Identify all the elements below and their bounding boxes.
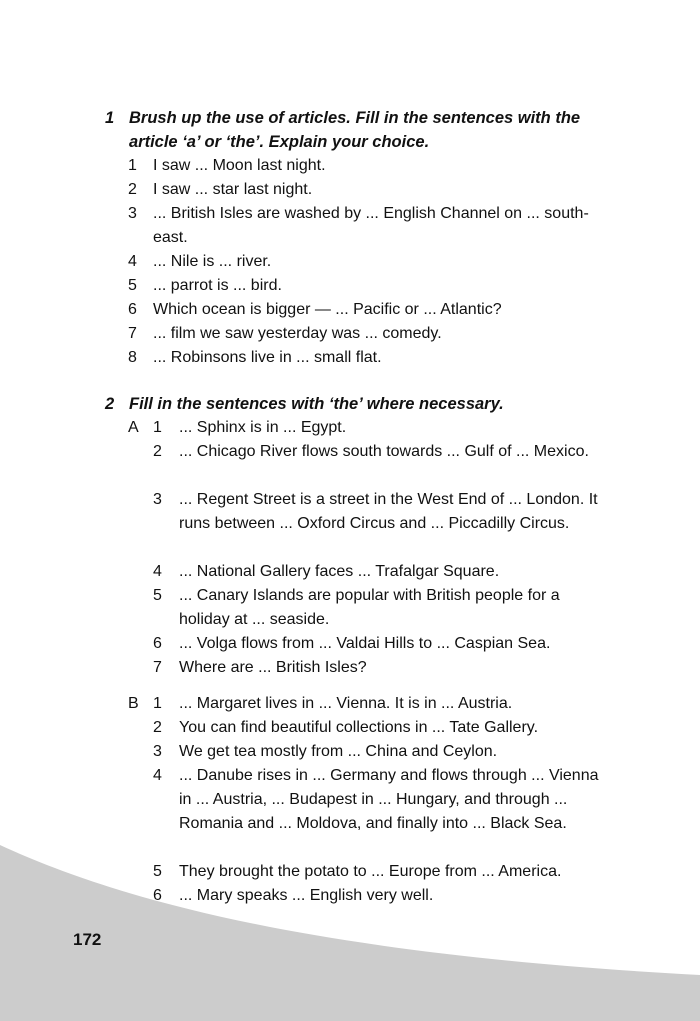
item-text: ... Chicago River flows south towards ... Gulf of ... Mexico. [179, 443, 589, 460]
item-number: 3 [128, 205, 137, 222]
item-number: 7 [153, 659, 162, 676]
section-a-item [153, 440, 613, 464]
exercise-1-instruction: Brush up the use of articles. Fill in the sentences with the article ‘a’ or ‘the’. Explain your choice. [129, 109, 581, 151]
item-text: Which ocean is bigger — ... Pacific or ... Atlantic? [153, 301, 502, 318]
item-text: I saw ... star last night. [153, 181, 313, 198]
item-number: 4 [153, 767, 162, 784]
exercise-2-heading [105, 392, 605, 416]
item-text: ... Margaret lives in ... Vienna. It is in ... Austria. [179, 695, 513, 712]
item-text: ... Nile is ... river. [153, 253, 272, 270]
item-text: You can find beautiful collections in ... Tate Gallery. [179, 719, 539, 736]
item-number: 3 [153, 743, 162, 760]
item-text: ... Robinsons live in ... small flat. [153, 349, 382, 366]
item-text: ... Volga flows from ... Valdai Hills to ... Caspian Sea. [179, 635, 551, 652]
item-number: 6 [153, 887, 162, 904]
section-b-item [153, 716, 613, 740]
exercise-1-heading [105, 106, 605, 154]
section-a-item [153, 488, 613, 536]
item-number: 2 [153, 443, 162, 460]
exercise-2-instruction: Fill in the sentences with ‘the’ where necessary. [129, 395, 504, 413]
item-number: 1 [153, 695, 162, 712]
item-text: Where are ... British Isles? [179, 659, 367, 676]
exercise-1-item [128, 346, 598, 370]
item-text: ... Canary Islands are popular with British people for a holiday at ... seaside. [179, 587, 560, 628]
exercise-1-item [128, 154, 598, 178]
item-text: ... Regent Street is a street in the West End of ... London. It runs between ... Oxford Circus and ... Piccadilly Circus. [179, 491, 598, 532]
exercise-1-item [128, 178, 598, 202]
item-text: ... parrot is ... bird. [153, 277, 282, 294]
exercise-2-number: 2 [105, 395, 115, 413]
item-number: 1 [153, 419, 162, 436]
section-a-item [153, 584, 613, 632]
item-number: 2 [153, 719, 162, 736]
section-b-item [153, 740, 613, 764]
exercise-1-item [128, 322, 598, 346]
item-text: ... Danube rises in ... Germany and flows through ... Vienna in ... Austria, ... Budapest in ... Hungary, and through ... Romania and ... Moldova, and finally into ... Black Sea. [179, 767, 599, 832]
item-text: I saw ... Moon last night. [153, 157, 326, 174]
section-b-letter: B [128, 695, 139, 712]
item-text: We get tea mostly from ... China and Ceylon. [179, 743, 498, 760]
item-number: 2 [128, 181, 137, 198]
item-number: 5 [153, 587, 162, 604]
section-a-item [153, 560, 613, 584]
section-b-item [153, 764, 613, 836]
exercise-1-number: 1 [105, 109, 115, 127]
item-number: 4 [153, 563, 162, 580]
section-b-item [153, 860, 613, 884]
item-number: 6 [128, 301, 137, 318]
item-text: ... film we saw yesterday was ... comedy. [153, 325, 442, 342]
section-b-item [153, 692, 613, 716]
item-number: 7 [128, 325, 137, 342]
item-number: 5 [128, 277, 137, 294]
section-a-item [153, 632, 613, 656]
item-text: ... Sphinx is in ... Egypt. [179, 419, 347, 436]
item-text: They brought the potato to ... Europe from ... America. [179, 863, 562, 880]
item-number: 8 [128, 349, 137, 366]
exercise-1-item [128, 250, 598, 274]
item-text: ... Mary speaks ... English very well. [179, 887, 434, 904]
exercise-1-item [128, 274, 598, 298]
section-a-letter: A [128, 419, 139, 436]
item-number: 5 [153, 863, 162, 880]
exercise-1-item [128, 298, 598, 322]
item-text: ... National Gallery faces ... Trafalgar Square. [179, 563, 500, 580]
exercise-1-item [128, 202, 598, 250]
section-a-item [153, 416, 613, 440]
item-number: 1 [128, 157, 137, 174]
page-number: 172 [73, 930, 102, 949]
item-number: 3 [153, 491, 162, 508]
section-a-item [153, 656, 613, 680]
item-text: ... British Isles are washed by ... English Channel on ... south-east. [153, 205, 589, 246]
section-b-item [153, 884, 613, 908]
item-number: 4 [128, 253, 137, 270]
item-number: 6 [153, 635, 162, 652]
